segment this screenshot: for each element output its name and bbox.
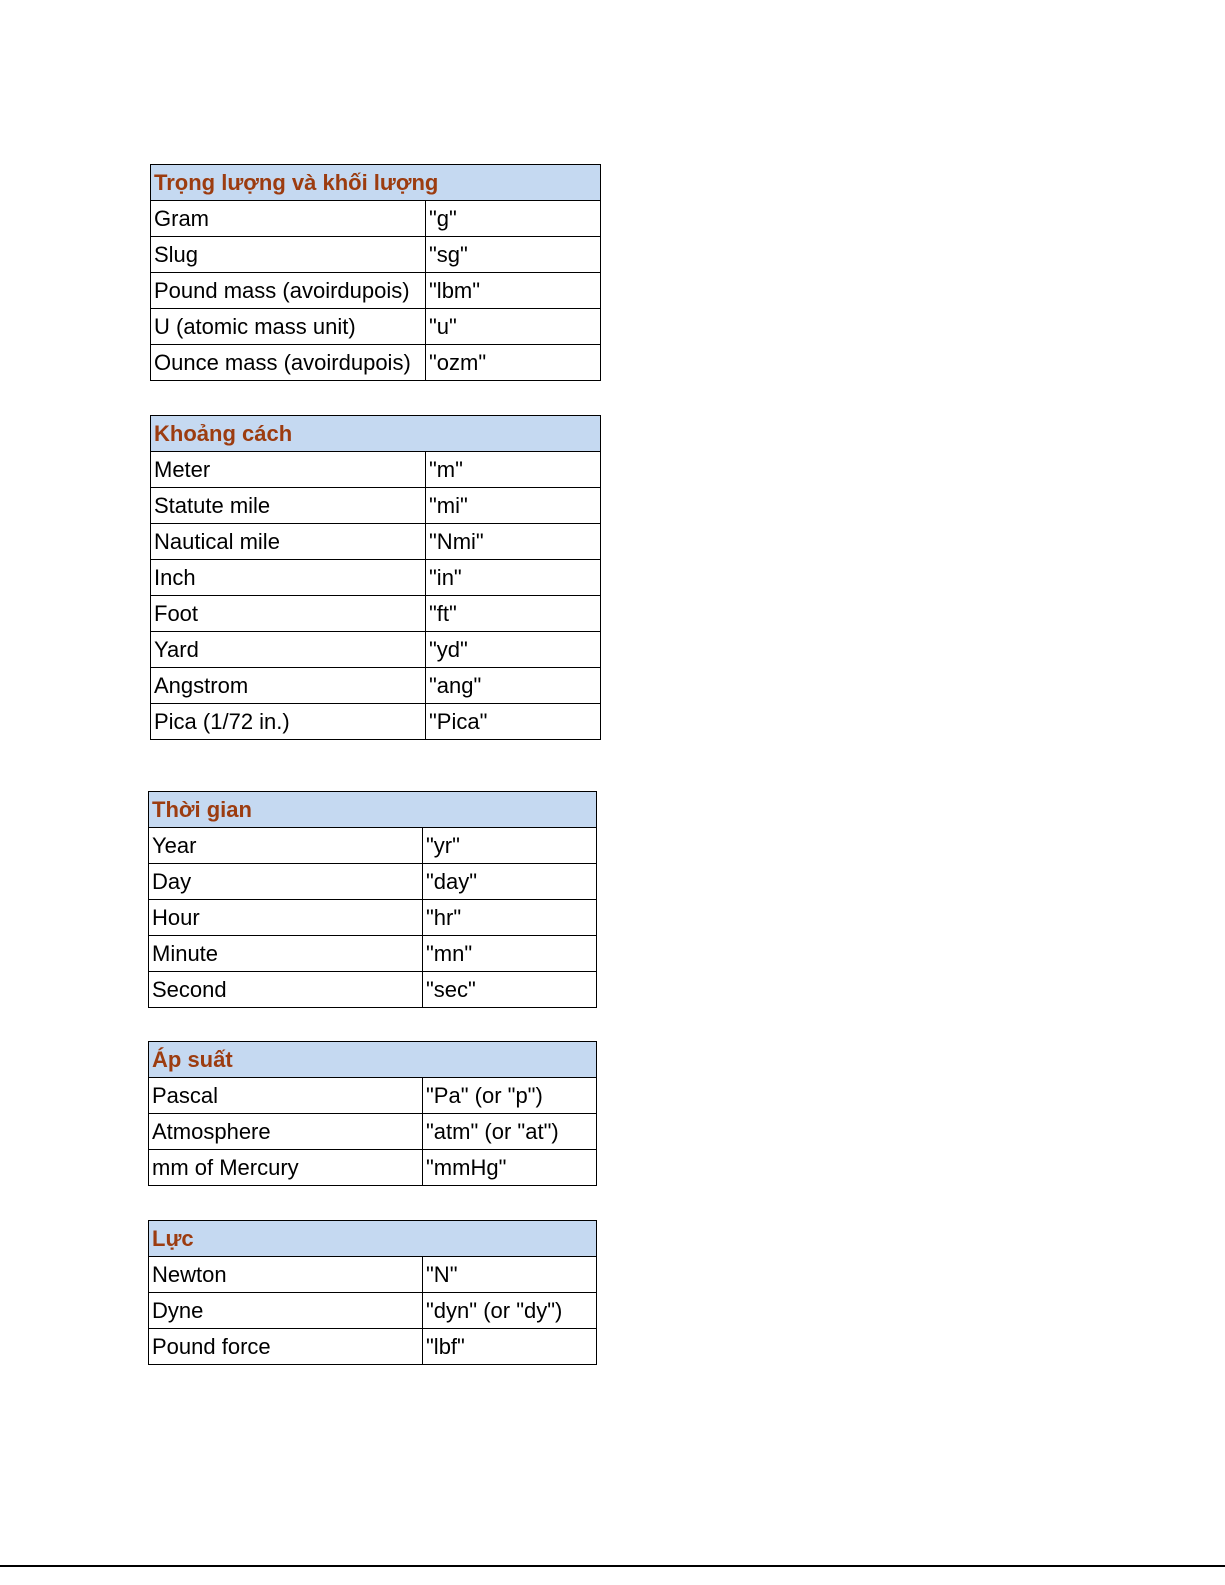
unit-code-cell: "Pica": [426, 704, 601, 740]
unit-code-cell: "N": [423, 1257, 597, 1293]
unit-name-cell: Ounce mass (avoirdupois): [151, 345, 426, 381]
unit-code-cell: "lbf": [423, 1329, 597, 1365]
unit-code-cell: "yd": [426, 632, 601, 668]
unit-code-cell: "mn": [423, 936, 597, 972]
unit-code-cell: "u": [426, 309, 601, 345]
section-title: Lực: [149, 1221, 597, 1257]
table-row: [151, 596, 601, 632]
unit-name-cell: Dyne: [149, 1293, 423, 1329]
table-row: [149, 1329, 597, 1365]
unit-name-cell: Inch: [151, 560, 426, 596]
unit-code-cell: "Nmi": [426, 524, 601, 560]
unit-name-cell: Newton: [149, 1257, 423, 1293]
unit-code-cell: "ft": [426, 596, 601, 632]
table-row: [149, 936, 597, 972]
table-row: [151, 524, 601, 560]
table-row: [151, 237, 601, 273]
unit-name-cell: Day: [149, 864, 423, 900]
unit-code-cell: "mmHg": [423, 1150, 597, 1186]
unit-code-cell: "g": [426, 201, 601, 237]
unit-code-cell: "sg": [426, 237, 601, 273]
table-row: [151, 668, 601, 704]
table-row: [151, 201, 601, 237]
unit-name-cell: Atmosphere: [149, 1114, 423, 1150]
section-title: Trọng lượng và khối lượng: [151, 165, 601, 201]
unit-name-cell: Pound mass (avoirdupois): [151, 273, 426, 309]
unit-name-cell: Yard: [151, 632, 426, 668]
table-row: [149, 1150, 597, 1186]
unit-code-cell: "mi": [426, 488, 601, 524]
unit-code-cell: "ang": [426, 668, 601, 704]
table-row: [149, 1257, 597, 1293]
table-row: [149, 864, 597, 900]
unit-code-cell: "in": [426, 560, 601, 596]
table-row: [151, 345, 601, 381]
unit-code-cell: "yr": [423, 828, 597, 864]
table-row: [149, 972, 597, 1008]
unit-name-cell: Meter: [151, 452, 426, 488]
unit-name-cell: Year: [149, 828, 423, 864]
unit-name-cell: Second: [149, 972, 423, 1008]
unit-name-cell: mm of Mercury: [149, 1150, 423, 1186]
table-row: [151, 488, 601, 524]
table-row: [149, 1293, 597, 1329]
table-row: [151, 309, 601, 345]
unit-code-cell: "lbm": [426, 273, 601, 309]
table-row: [149, 900, 597, 936]
unit-name-cell: Pica (1/72 in.): [151, 704, 426, 740]
unit-name-cell: Foot: [151, 596, 426, 632]
unit-code-cell: "hr": [423, 900, 597, 936]
table-row: [151, 273, 601, 309]
section-title: Thời gian: [149, 792, 597, 828]
time-units-table: [148, 791, 597, 1008]
section-title: Khoảng cách: [151, 416, 601, 452]
unit-name-cell: Pound force: [149, 1329, 423, 1365]
table-row: [151, 704, 601, 740]
unit-code-cell: "dyn" (or "dy"): [423, 1293, 597, 1329]
unit-name-cell: Slug: [151, 237, 426, 273]
unit-code-cell: "sec": [423, 972, 597, 1008]
table-row: [151, 452, 601, 488]
unit-name-cell: Pascal: [149, 1078, 423, 1114]
table-row: [149, 1114, 597, 1150]
unit-name-cell: Angstrom: [151, 668, 426, 704]
unit-name-cell: Nautical mile: [151, 524, 426, 560]
force-units-table: [148, 1220, 597, 1365]
unit-code-cell: "m": [426, 452, 601, 488]
unit-code-cell: "Pa" (or "p"): [423, 1078, 597, 1114]
distance-units-table: [150, 415, 601, 740]
pressure-units-table: [148, 1041, 597, 1186]
unit-name-cell: U (atomic mass unit): [151, 309, 426, 345]
table-row: [149, 828, 597, 864]
unit-code-cell: "day": [423, 864, 597, 900]
unit-code-cell: "ozm": [426, 345, 601, 381]
mass-units-table: [150, 164, 601, 381]
page-bottom-rule: [0, 1565, 1225, 1567]
table-row: [149, 1078, 597, 1114]
unit-name-cell: Gram: [151, 201, 426, 237]
section-title: Áp suất: [149, 1042, 597, 1078]
unit-name-cell: Minute: [149, 936, 423, 972]
unit-code-cell: "atm" (or "at"): [423, 1114, 597, 1150]
unit-name-cell: Statute mile: [151, 488, 426, 524]
unit-name-cell: Hour: [149, 900, 423, 936]
table-row: [151, 560, 601, 596]
table-row: [151, 632, 601, 668]
